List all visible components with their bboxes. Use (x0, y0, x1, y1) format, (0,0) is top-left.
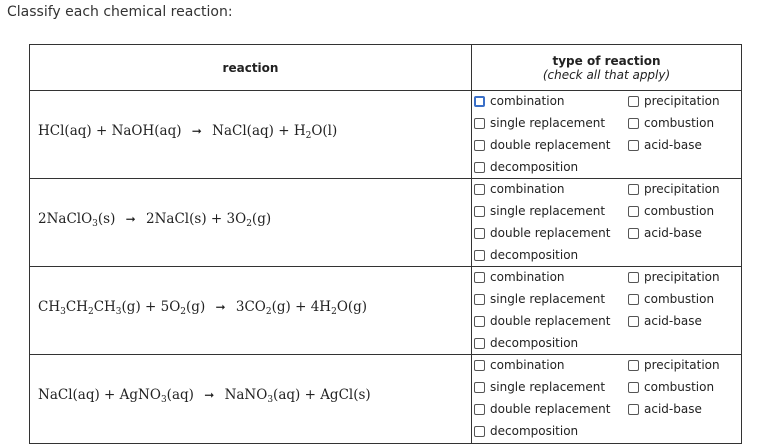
single-replacement-checkbox-reaction-1[interactable] (474, 113, 605, 133)
option-label: decomposition (490, 336, 579, 350)
checkbox-icon[interactable] (474, 316, 485, 327)
option-label: single replacement (490, 292, 606, 306)
decomposition-checkbox-reaction-3[interactable] (474, 333, 578, 353)
checkbox-icon[interactable] (628, 118, 639, 129)
option-label: acid-base (644, 402, 702, 416)
checkbox-icon[interactable] (474, 228, 485, 239)
checkbox-icon[interactable] (474, 426, 485, 437)
combination-checkbox-reaction-3[interactable] (474, 267, 565, 287)
option-label: precipitation (644, 182, 720, 196)
option-label: precipitation (644, 270, 720, 284)
reaction-equation-4: NaCl(aq) + AgNO$_3$(aq) ➞ NaNO$_3$(aq) + AgCl(s) (38, 387, 371, 405)
option-label: double replacement (490, 314, 611, 328)
reaction-equation-3: $CH_3CH_2CH_3(g) + 5O_2(g)$ ➞ $3CO_2(g) + 4H_2O(g)$ (38, 299, 368, 317)
option-label: acid-base (644, 314, 702, 328)
option-label: acid-base (644, 138, 702, 152)
checkbox-icon[interactable] (474, 96, 485, 107)
checkbox-icon[interactable] (474, 382, 485, 393)
checkbox-icon[interactable] (474, 184, 485, 195)
checkbox-icon[interactable] (628, 206, 639, 217)
option-label: double replacement (490, 226, 611, 240)
type-header-title: type of reaction (552, 53, 661, 68)
checkbox-icon[interactable] (628, 316, 639, 327)
double-replacement-checkbox-reaction-1[interactable] (474, 135, 610, 155)
checkbox-icon[interactable] (628, 140, 639, 151)
option-label: single replacement (490, 380, 606, 394)
option-label: decomposition (490, 248, 579, 262)
option-label: combustion (644, 204, 715, 218)
checkbox-icon[interactable] (628, 382, 639, 393)
reaction-arrow-icon: ➞ (204, 388, 215, 402)
classification-table (29, 44, 742, 444)
reaction-column-header: reaction (222, 60, 279, 75)
single-replacement-checkbox-reaction-4[interactable] (474, 377, 605, 397)
option-label: combination (490, 182, 565, 196)
option-label: combustion (644, 116, 715, 130)
acid-base-checkbox-reaction-2[interactable] (628, 223, 702, 243)
checkbox-icon[interactable] (474, 162, 485, 173)
combination-checkbox-reaction-4[interactable] (474, 355, 565, 375)
single-replacement-checkbox-reaction-3[interactable] (474, 289, 605, 309)
single-replacement-checkbox-reaction-2[interactable] (474, 201, 605, 221)
decomposition-checkbox-reaction-2[interactable] (474, 245, 578, 265)
combination-checkbox-reaction-2[interactable] (474, 179, 565, 199)
checkbox-icon[interactable] (628, 294, 639, 305)
checkbox-icon[interactable] (474, 404, 485, 415)
checkbox-icon[interactable] (474, 118, 485, 129)
precipitation-checkbox-reaction-3[interactable] (628, 267, 720, 287)
type-header-subtitle: (check all that apply) (542, 67, 671, 82)
checkbox-icon[interactable] (628, 184, 639, 195)
combination-checkbox-reaction-1[interactable] (474, 91, 565, 111)
checkbox-icon[interactable] (474, 206, 485, 217)
double-replacement-checkbox-reaction-3[interactable] (474, 311, 610, 331)
combustion-checkbox-reaction-1[interactable] (628, 113, 714, 133)
combustion-checkbox-reaction-3[interactable] (628, 289, 714, 309)
checkbox-icon[interactable] (474, 360, 485, 371)
acid-base-checkbox-reaction-3[interactable] (628, 311, 702, 331)
checkbox-icon[interactable] (628, 272, 639, 283)
option-label: acid-base (644, 226, 702, 240)
checkbox-icon[interactable] (628, 96, 639, 107)
decomposition-checkbox-reaction-4[interactable] (474, 421, 578, 441)
reaction-arrow-icon: ➞ (125, 212, 136, 226)
option-label: single replacement (490, 204, 606, 218)
reaction-arrow-icon: ➞ (191, 124, 202, 138)
option-label: decomposition (490, 160, 579, 174)
option-label: combustion (644, 292, 715, 306)
option-label: decomposition (490, 424, 579, 438)
double-replacement-checkbox-reaction-2[interactable] (474, 223, 610, 243)
column-divider (471, 45, 472, 443)
precipitation-checkbox-reaction-1[interactable] (628, 91, 720, 111)
combustion-checkbox-reaction-4[interactable] (628, 377, 714, 397)
checkbox-icon[interactable] (474, 272, 485, 283)
checkbox-icon[interactable] (628, 404, 639, 415)
option-label: single replacement (490, 116, 606, 130)
checkbox-icon[interactable] (474, 338, 485, 349)
option-label: double replacement (490, 138, 611, 152)
option-label: combination (490, 94, 565, 108)
acid-base-checkbox-reaction-1[interactable] (628, 135, 702, 155)
option-label: combustion (644, 380, 715, 394)
option-label: combination (490, 358, 565, 372)
reaction-equation-1: HCl(aq) + NaOH(aq) ➞ NaCl(aq) + $H_2O(l)$ (38, 123, 338, 141)
reaction-arrow-icon: ➞ (215, 300, 226, 314)
combustion-checkbox-reaction-2[interactable] (628, 201, 714, 221)
precipitation-checkbox-reaction-4[interactable] (628, 355, 720, 375)
option-label: combination (490, 270, 565, 284)
double-replacement-checkbox-reaction-4[interactable] (474, 399, 610, 419)
reaction-equation-2: 2NaClO$_3$(s) ➞ 2NaCl(s) + $3O_2(g)$ (38, 211, 272, 229)
checkbox-icon[interactable] (628, 360, 639, 371)
option-label: precipitation (644, 94, 720, 108)
checkbox-icon[interactable] (474, 250, 485, 261)
acid-base-checkbox-reaction-4[interactable] (628, 399, 702, 419)
checkbox-icon[interactable] (628, 228, 639, 239)
type-column-header (472, 45, 741, 90)
question-prompt: Classify each chemical reaction: (7, 4, 233, 20)
option-label: double replacement (490, 402, 611, 416)
checkbox-icon[interactable] (474, 294, 485, 305)
decomposition-checkbox-reaction-1[interactable] (474, 157, 578, 177)
checkbox-icon[interactable] (474, 140, 485, 151)
precipitation-checkbox-reaction-2[interactable] (628, 179, 720, 199)
option-label: precipitation (644, 358, 720, 372)
